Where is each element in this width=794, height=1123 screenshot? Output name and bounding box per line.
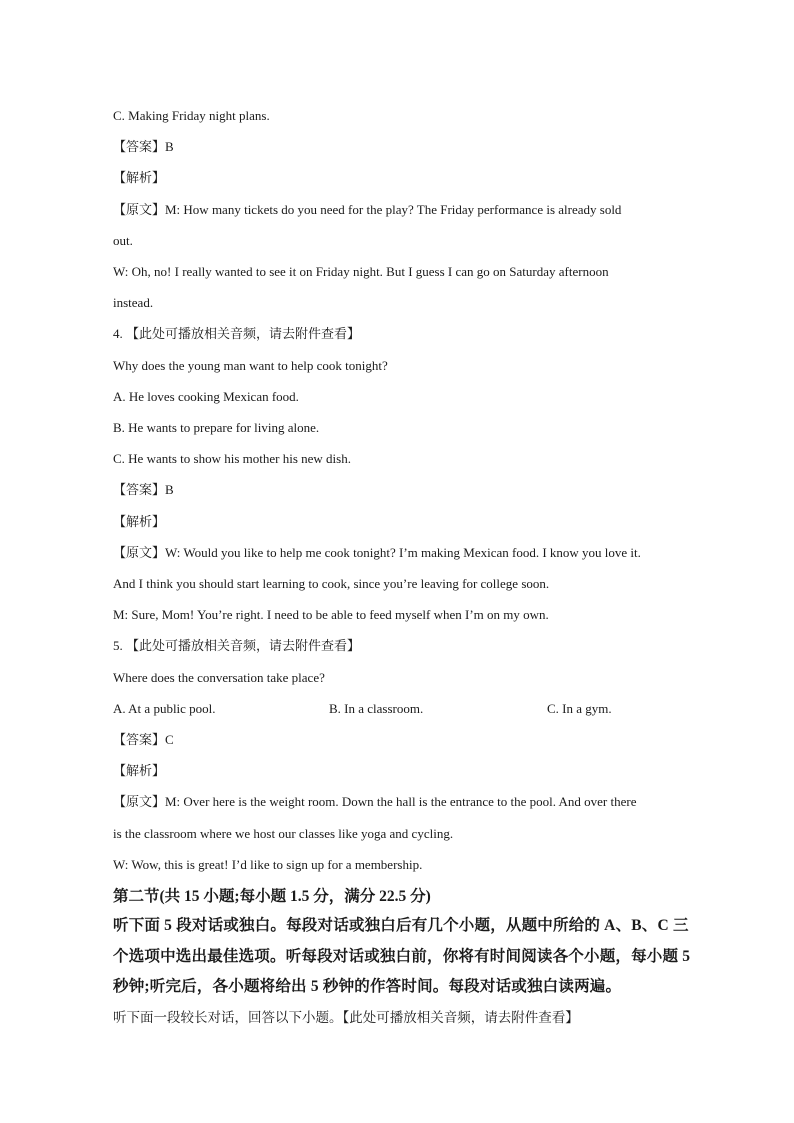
q5-transcript-line-2: is the classroom where we host our classes like yoga and cycling. [113, 825, 454, 841]
document-page [113, 100, 693, 1033]
q5-transcript-line-3: W: Wow, this is great! I’d like to sign up for a membership. [113, 856, 423, 872]
q4-transcript-line-1: 【原文】W: Would you like to help me cook tonight? I’m making Mexican food. I know you love it. [113, 544, 641, 560]
q3-transcript-line-1: 【原文】M: How many tickets do you need for the play? The Friday performance is already sold [113, 201, 622, 217]
q4-transcript-line-3: M: Sure, Mom! You’re right. I need to be able to feed myself when I’m on my own. [113, 607, 549, 623]
section-2-title: 第二节(共 15 小题;每小题 1.5 分，满分 22.5 分) [113, 888, 431, 906]
q5-option-b: B. In a classroom. [329, 700, 424, 716]
q4-option-c: C. He wants to show his mother his new dish. [113, 451, 351, 467]
q3-transcript-line-2: out. [113, 232, 133, 248]
section-2-instructions: 听下面 5 段对话或独白。每段对话或独白后有几个小题，从题中所给的 A、B、C 三个选项中选出最佳选项。听每段对话或独白前，你将有时间阅读各个小题，每小题 5 秒钟;听完后，各小题将给出 5 秒钟的作答时间。每段对话或独白读两遍。 [113, 917, 691, 996]
q5-option-c: C. In a gym. [547, 700, 612, 716]
q5-header: 5. 【此处可播放相关音频，请去附件查看】 [113, 638, 361, 654]
q4-option-a: A. He loves cooking Mexican food. [113, 388, 299, 404]
q4-option-b: B. He wants to prepare for living alone. [113, 420, 320, 436]
q3-answer: 【答案】B [113, 139, 174, 155]
q3-transcript-line-4: instead. [113, 295, 154, 311]
q4-analysis-label: 【解析】 [113, 513, 166, 529]
q5-answer: 【答案】C [113, 732, 174, 748]
q4-header: 4. 【此处可播放相关音频，请去附件查看】 [113, 326, 361, 342]
q5-analysis-label: 【解析】 [113, 763, 166, 779]
q5-question: Where does the conversation take place? [113, 669, 325, 685]
q3-option-c: C. Making Friday night plans. [113, 108, 270, 123]
q3-analysis-label: 【解析】 [113, 170, 166, 186]
q3-transcript-line-3: W: Oh, no! I really wanted to see it on Friday night. But I guess I can go on Saturday afternoon [113, 264, 609, 280]
q4-transcript-line-2: And I think you should start learning to cook, since you’re leaving for college soon. [113, 576, 550, 592]
q5-transcript-line-1: 【原文】M: Over here is the weight room. Down the hall is the entrance to the pool. And over there [113, 794, 637, 810]
q4-answer: 【答案】B [113, 482, 174, 498]
q5-option-a: A. At a public pool. [113, 700, 216, 716]
q4-question: Why does the young man want to help cook tonight? [113, 357, 388, 373]
section-2-closing: 听下面一段较长对话，回答以下小题。【此处可播放相关音频，请去附件查看】 [113, 1009, 579, 1025]
q5-options [113, 693, 693, 724]
